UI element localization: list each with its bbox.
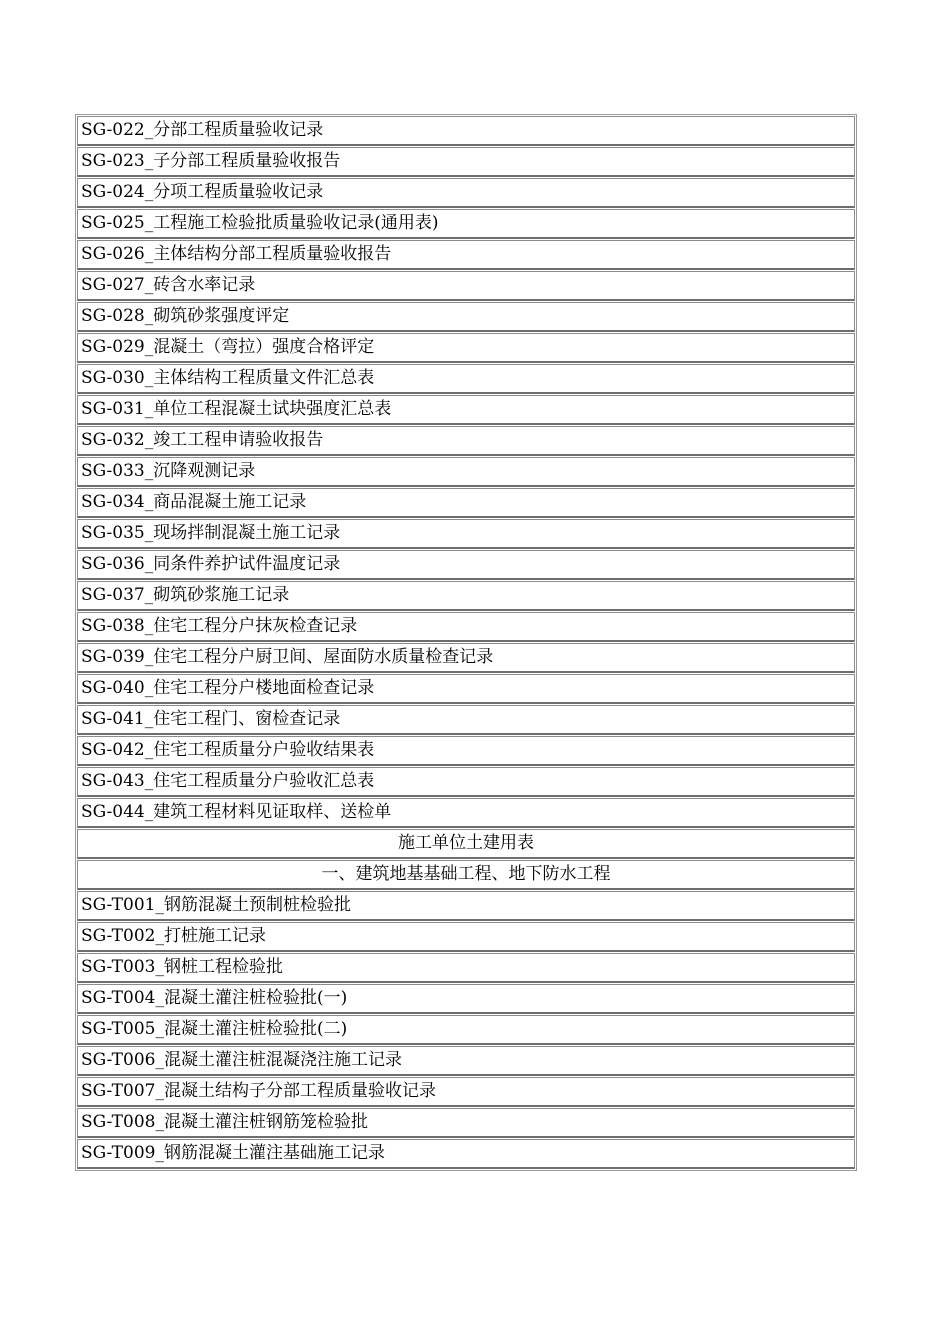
section-header-row: 施工单位土建用表 [77,829,855,859]
table-row: SG-T008_混凝土灌注桩钢筋笼检验批 [77,1108,855,1138]
table-row: SG-035_现场拌制混凝土施工记录 [77,519,855,549]
table-row: SG-031_单位工程混凝土试块强度汇总表 [77,395,855,425]
table-row: SG-T001_钢筋混凝土预制桩检验批 [77,891,855,921]
table-row: SG-028_砌筑砂浆强度评定 [77,302,855,332]
table-row: SG-024_分项工程质量验收记录 [77,178,855,208]
table-row: SG-040_住宅工程分户楼地面检查记录 [77,674,855,704]
table-row: SG-033_沉降观测记录 [77,457,855,487]
document-table [75,114,857,1171]
table-row: SG-042_住宅工程质量分户验收结果表 [77,736,855,766]
table-row: SG-T006_混凝土灌注桩混凝浇注施工记录 [77,1046,855,1076]
table-row: SG-043_住宅工程质量分户验收汇总表 [77,767,855,797]
table-row: SG-022_分部工程质量验收记录 [77,116,855,146]
table-row: SG-039_住宅工程分户厨卫间、屋面防水质量检查记录 [77,643,855,673]
table-row: SG-026_主体结构分部工程质量验收报告 [77,240,855,270]
table-row: SG-029_混凝土（弯拉）强度合格评定 [77,333,855,363]
table-row: SG-041_住宅工程门、窗检查记录 [77,705,855,735]
table-row: SG-044_建筑工程材料见证取样、送检单 [77,798,855,828]
table-row: SG-034_商品混凝土施工记录 [77,488,855,518]
table-row: SG-036_同条件养护试件温度记录 [77,550,855,580]
table-row: SG-T003_钢桩工程检验批 [77,953,855,983]
table-row: SG-027_砖含水率记录 [77,271,855,301]
table-row: SG-032_竣工工程申请验收报告 [77,426,855,456]
table-row: SG-T007_混凝土结构子分部工程质量验收记录 [77,1077,855,1107]
table-row: SG-T002_打桩施工记录 [77,922,855,952]
table-row: SG-038_住宅工程分户抹灰检查记录 [77,612,855,642]
table-row: SG-037_砌筑砂浆施工记录 [77,581,855,611]
table-row: SG-T009_钢筋混凝土灌注基础施工记录 [77,1139,855,1169]
table-row: SG-023_子分部工程质量验收报告 [77,147,855,177]
table-row: SG-T005_混凝土灌注桩检验批(二) [77,1015,855,1045]
section-header-row: 一、建筑地基基础工程、地下防水工程 [77,860,855,890]
table-row: SG-030_主体结构工程质量文件汇总表 [77,364,855,394]
table-row: SG-025_工程施工检验批质量验收记录(通用表) [77,209,855,239]
table-row: SG-T004_混凝土灌注桩检验批(一) [77,984,855,1014]
